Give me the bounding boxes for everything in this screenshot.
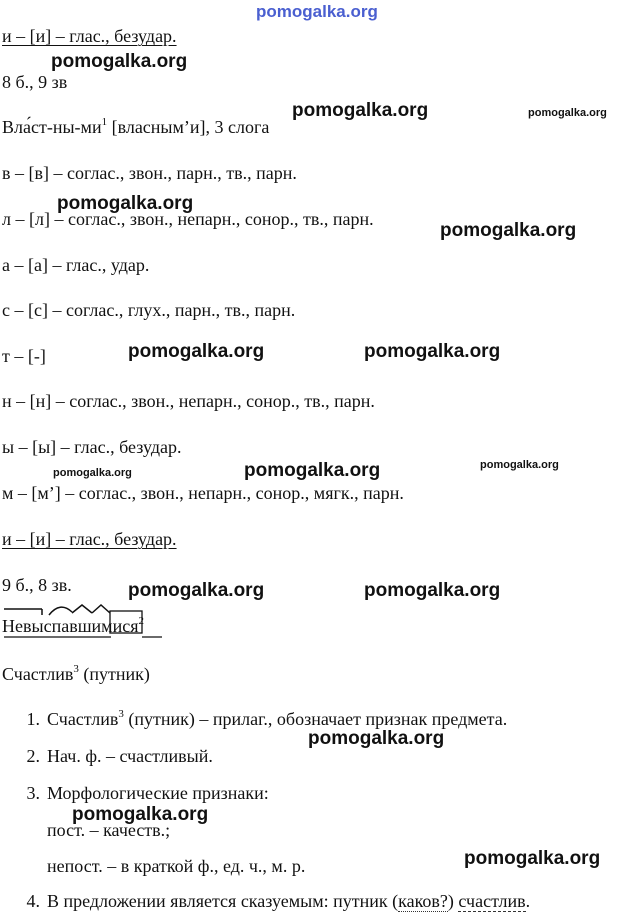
list-text bbox=[47, 890, 530, 912]
word-text: Счастлив bbox=[2, 664, 74, 684]
watermark-small: pomogalka.org bbox=[480, 459, 559, 471]
morph-word-text: Невыспавшимися bbox=[2, 616, 139, 636]
morph-word bbox=[2, 615, 144, 637]
word-text: Вла́ст-ны-ми bbox=[2, 117, 102, 137]
phonetic-line: м – [м’] – соглас., звон., непарн., сонор., мягк., парн. bbox=[2, 483, 404, 503]
count-line: 9 б., 8 зв. bbox=[2, 575, 72, 595]
phonetic-line: а – [а] – глас., удар. bbox=[2, 255, 150, 275]
list-item bbox=[20, 708, 620, 730]
phonetic-line: ы – [ы] – глас., безудар. bbox=[2, 437, 182, 457]
suffix-mark bbox=[72, 605, 92, 613]
list-number: 3. bbox=[26, 783, 40, 803]
question-word: каков? bbox=[398, 891, 448, 911]
watermark-small: pomogalka.org bbox=[53, 467, 132, 479]
watermark: pomogalka.org bbox=[308, 728, 445, 749]
list-item bbox=[20, 890, 629, 912]
footnote-mark: 2 bbox=[138, 615, 144, 627]
watermark: pomogalka.org bbox=[292, 100, 429, 121]
word-context: (путник) bbox=[78, 664, 150, 684]
list-text-a: В предложении является сказуемым: путник ( bbox=[47, 891, 399, 911]
predicate-word: счастлив bbox=[458, 891, 526, 911]
list-item bbox=[20, 782, 620, 804]
phonetic-line: и – [и] – глас., безудар. bbox=[2, 26, 177, 46]
phonetic-line: л – [л] – соглас., звон., непарн., сонор., тв., парн. bbox=[2, 209, 374, 229]
list-text-a: Счастлив bbox=[47, 709, 119, 729]
word-heading bbox=[2, 663, 150, 685]
watermark: pomogalka.org bbox=[464, 848, 601, 869]
watermark: pomogalka.org bbox=[72, 804, 209, 825]
list-text: Морфологические признаки: bbox=[47, 783, 269, 803]
watermark: pomogalka.org bbox=[244, 460, 381, 481]
watermark-small: pomogalka.org bbox=[528, 107, 607, 119]
list-text: Нач. ф. – счастливый. bbox=[47, 746, 213, 766]
count-line: 8 б., 9 зв bbox=[2, 72, 68, 92]
phonetic-line: с – [с] – соглас., глух., парн., тв., парн. bbox=[2, 300, 296, 320]
list-text: пост. – качеств.; bbox=[47, 820, 171, 840]
root-mark bbox=[49, 607, 72, 615]
transcription-text: [власным’и], 3 слога bbox=[107, 117, 270, 137]
phonetic-line: т – [-] bbox=[2, 346, 46, 366]
phonetic-line: и – [и] – глас., безудар. bbox=[2, 529, 177, 549]
watermark: pomogalka.org bbox=[51, 51, 188, 72]
list-number: 1. bbox=[26, 709, 40, 729]
watermark: pomogalka.org bbox=[57, 193, 194, 214]
list-text-end: . bbox=[525, 891, 531, 911]
footnote-mark: 3 bbox=[118, 708, 124, 720]
watermark-top: pomogalka.org bbox=[256, 2, 378, 21]
phonetic-line: н – [н] – соглас., звон., непарн., сонор., тв., парн. bbox=[2, 391, 375, 411]
suffix-mark-2 bbox=[92, 605, 110, 613]
watermark: pomogalka.org bbox=[364, 580, 501, 601]
list-text-paren: ) bbox=[447, 891, 459, 911]
footnote-mark: 3 bbox=[73, 663, 79, 675]
word-heading bbox=[2, 116, 269, 138]
watermark: pomogalka.org bbox=[128, 341, 265, 362]
phonetic-line: в – [в] – соглас., звон., парн., тв., парн. bbox=[2, 163, 297, 183]
list-text-b: (путник) – прилаг., обозначает признак предмета. bbox=[123, 709, 508, 729]
list-text bbox=[47, 708, 507, 730]
list-number: 4. bbox=[26, 891, 40, 911]
watermark: pomogalka.org bbox=[364, 341, 501, 362]
list-text: непост. – в краткой ф., ед. ч., м. р. bbox=[47, 856, 306, 876]
watermark: pomogalka.org bbox=[440, 220, 577, 241]
watermark: pomogalka.org bbox=[128, 580, 265, 601]
list-number: 2. bbox=[26, 746, 40, 766]
footnote-mark: 1 bbox=[101, 116, 108, 128]
